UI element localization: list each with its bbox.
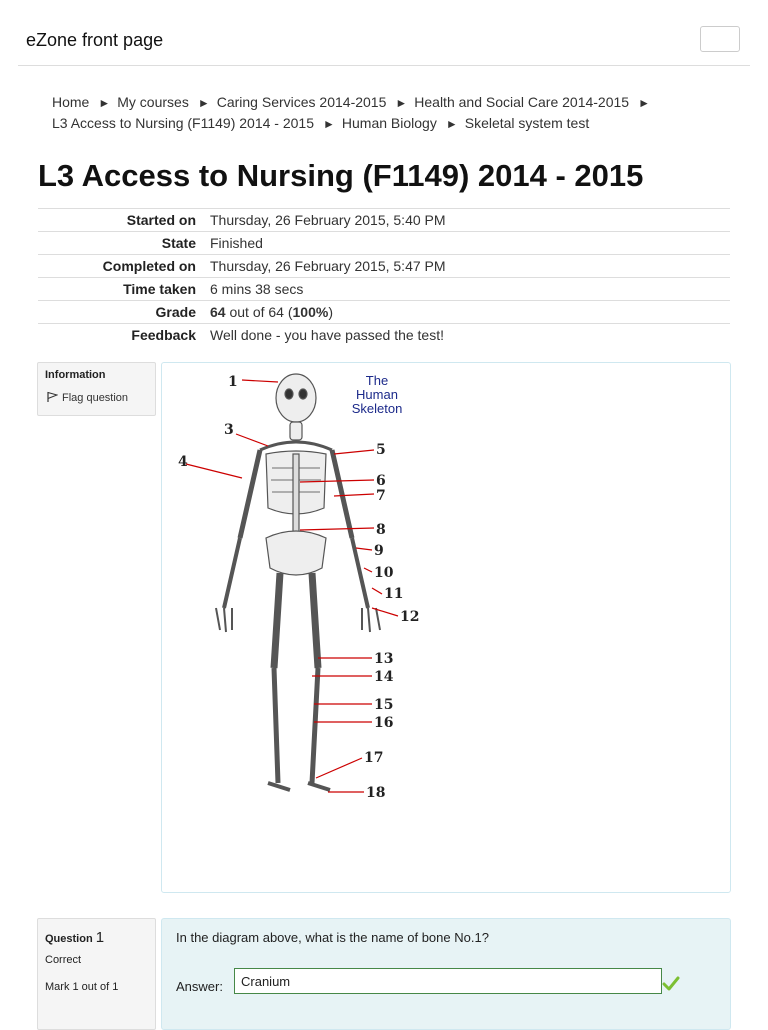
information-info-box [37,362,156,416]
bone-label: 3 [224,422,234,438]
question-label: Question [45,933,96,945]
pelvis-bone [266,531,326,575]
breadcrumb-separator: ► [638,96,650,110]
bone-label: 14 [374,669,394,685]
breadcrumb-separator: ► [197,96,210,110]
breadcrumb-health-social-care[interactable]: Health and Social Care 2014-2015 [414,94,630,110]
summary-value: Finished [210,235,263,251]
bone-label: 1 [228,374,238,390]
flag-question-link[interactable] [47,391,128,404]
grade-percent: 100% [292,304,329,320]
bone-label: 13 [374,651,394,667]
breadcrumb-separator: ► [323,117,335,131]
eye-socket [299,389,307,399]
neck-bone [290,422,302,440]
quiz-summary-table [38,208,730,346]
question-content [161,918,731,1030]
bone-label: 17 [364,750,384,766]
summary-label: Time taken [123,281,196,297]
summary-row [38,301,730,324]
grade-mid: out of 64 ( [225,304,293,320]
breadcrumb-course[interactable]: L3 Access to Nursing (F1149) 2014 - 2015 [52,115,315,131]
breadcrumb-skeletal-test[interactable]: Skeletal system test [464,115,590,131]
bone-label: 16 [374,715,394,731]
pointer-line [364,568,372,572]
bone-label: 11 [384,586,404,602]
summary-label: Completed on [102,258,196,274]
answer-label: Answer: [176,979,223,994]
pointer-line [186,464,242,478]
bone-label: 18 [366,785,386,801]
bone-label: 4 [178,454,188,470]
nav-toggle-button[interactable] [700,26,740,52]
breadcrumb-my-courses[interactable]: My courses [117,94,189,110]
bone-label: 5 [376,442,386,458]
breadcrumb [52,92,712,134]
bone-label: 12 [400,609,420,625]
summary-label: Grade [155,304,196,320]
skeleton-bones [216,374,380,790]
breadcrumb-separator: ► [445,117,458,131]
diagram-title-line: Skeleton [351,401,403,416]
grade-end: ) [328,304,333,320]
tibia-bone [274,668,318,783]
breadcrumb-separator: ► [98,96,111,110]
eye-socket [285,389,293,399]
clavicle-bone [260,442,332,450]
summary-value: Thursday, 26 February 2015, 5:40 PM [210,212,446,228]
breadcrumb-separator: ► [395,96,408,110]
page-title: L3 Access to Nursing (F1149) 2014 - 2015 [38,158,644,193]
question-number [45,929,104,946]
skull-bone [276,374,316,422]
question-text: In the diagram above, what is the name of bone No.1? [176,930,489,945]
flag-icon [47,391,58,403]
summary-row [38,278,730,301]
femur-bone [274,573,318,668]
question-state: Correct [45,954,82,966]
answer-input[interactable] [234,968,662,994]
question-info-box [37,918,156,1030]
diagram-title [352,373,403,416]
info-title: Information [45,369,106,381]
summary-label: Started on [126,212,196,228]
breadcrumb-human-biology[interactable]: Human Biology [341,115,437,131]
pointer-line [334,450,374,454]
pointer-line [236,434,268,446]
pointer-line [356,548,372,550]
bone-label: 15 [374,697,394,713]
summary-row [38,232,730,255]
hand-bones [216,608,380,632]
question-mark: Mark 1 out of 1 [45,981,119,993]
bone-label: 6 [376,473,386,489]
grade-value [204,301,730,324]
breadcrumb-caring-services[interactable]: Caring Services 2014-2015 [216,94,387,110]
summary-label: Feedback [131,327,196,343]
breadcrumb-home[interactable]: Home [52,94,90,110]
bone-label: 9 [374,543,384,559]
summary-value: Thursday, 26 February 2015, 5:47 PM [210,258,446,274]
diagram-title-line: Human [356,387,398,402]
summary-row [38,209,730,232]
top-navbar [18,0,750,66]
bone-label: 10 [374,565,394,581]
pointer-line [372,588,382,594]
summary-row [38,324,730,347]
pointer-line [316,758,362,778]
flag-question-label: Flag question [62,392,129,404]
site-brand-link[interactable]: eZone front page [26,30,164,50]
pointer-line [242,380,278,382]
pointer-line [300,528,374,530]
summary-row [38,255,730,278]
grade-score: 64 [210,304,226,320]
correct-check-icon [662,975,680,991]
foot-bones [268,783,330,790]
summary-value: 6 mins 38 secs [210,281,304,297]
bone-label: 8 [376,522,386,538]
summary-value: Well done - you have passed the test! [210,327,444,343]
summary-label: State [161,235,196,251]
bone-label: 7 [376,488,386,504]
question-number-value: 1 [95,929,105,946]
diagram-title-line: The [365,373,389,388]
skeleton-diagram [176,368,436,808]
